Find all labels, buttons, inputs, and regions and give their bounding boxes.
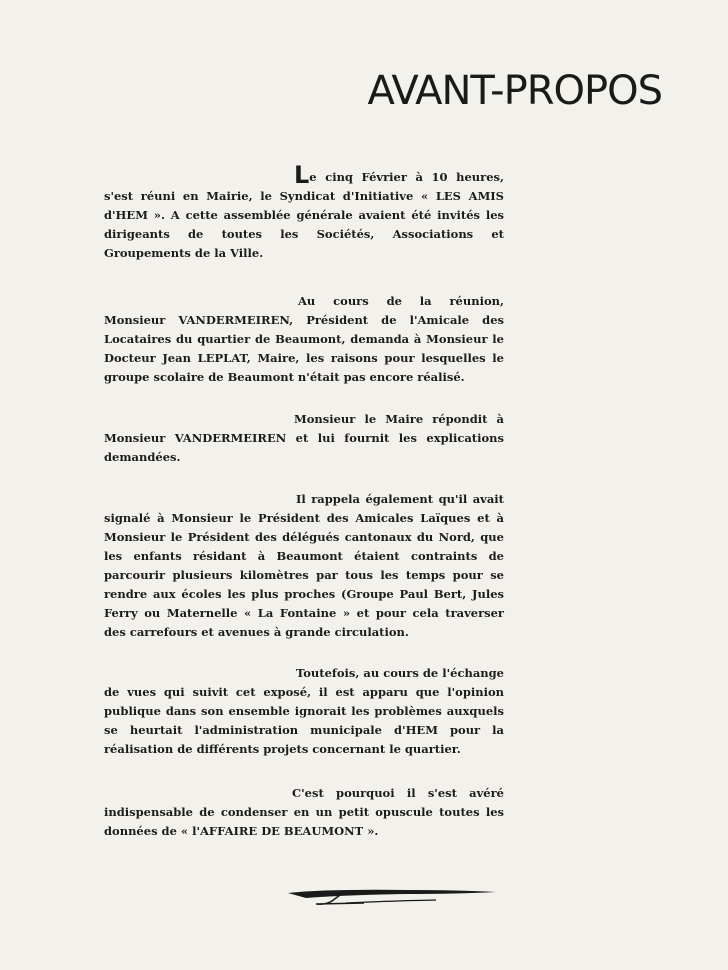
- decorative-flourish-icon: [286, 884, 498, 908]
- paragraph-4: [104, 490, 504, 642]
- paragraph-text: Monsieur le Maire répondit à Monsieur VANDERMEIREN et lui fournit les explications demandées.: [104, 412, 504, 464]
- drop-cap: L: [294, 161, 310, 189]
- paragraph-3: [104, 410, 504, 467]
- paragraph-2: [104, 292, 504, 387]
- paragraph-text: Il rappela également qu'il avait signalé à Monsieur le Président des Amicales Laïques et à Monsieur le Président des délégués cantonaux du Nord, que les enfants résidant à Beaumont étaient contraints de parcourir plusieurs kilomètres par tous les temps pour se rendre aux écoles les plus proches (Groupe Paul Bert, Jules Ferry ou Maternelle « La Fontaine » et pour cela traverser des carrefours et avenues à grande circulation.: [104, 492, 504, 639]
- page-title: AVANT-PROPOS: [367, 68, 662, 114]
- paragraph-text: e cinq Février à 10 heures, s'est réuni en Mairie, le Syndicat d'Initiative « LES AMIS d'HEM ». A cette assemblée générale avaient été invités les dirigeants de toutes les Sociétés, Associations et Groupements de la Ville.: [104, 170, 504, 260]
- paragraph-5: [104, 664, 504, 759]
- paragraph-1: [104, 161, 504, 263]
- paragraph-text: Toutefois, au cours de l'échange de vues qui suivit cet exposé, il est apparu que l'opinion publique dans son ensemble ignorait les problèmes auxquels se heurtait l'administration municipale d'HEM pour la réalisation de différents projets concernant le quartier.: [104, 666, 504, 756]
- paragraph-6: [104, 784, 504, 841]
- paragraph-text: C'est pourquoi il s'est avéré indispensable de condenser en un petit opuscule toutes les données de « l'AFFAIRE DE BEAUMONT ».: [104, 786, 504, 838]
- paragraph-text: Au cours de la réunion, Monsieur VANDERMEIREN, Président de l'Amicale des Locataires du quartier de Beaumont, demanda à Monsieur le Docteur Jean LEPLAT, Maire, les raisons pour lesquelles le groupe scolaire de Beaumont n'était pas encore réalisé.: [104, 294, 504, 384]
